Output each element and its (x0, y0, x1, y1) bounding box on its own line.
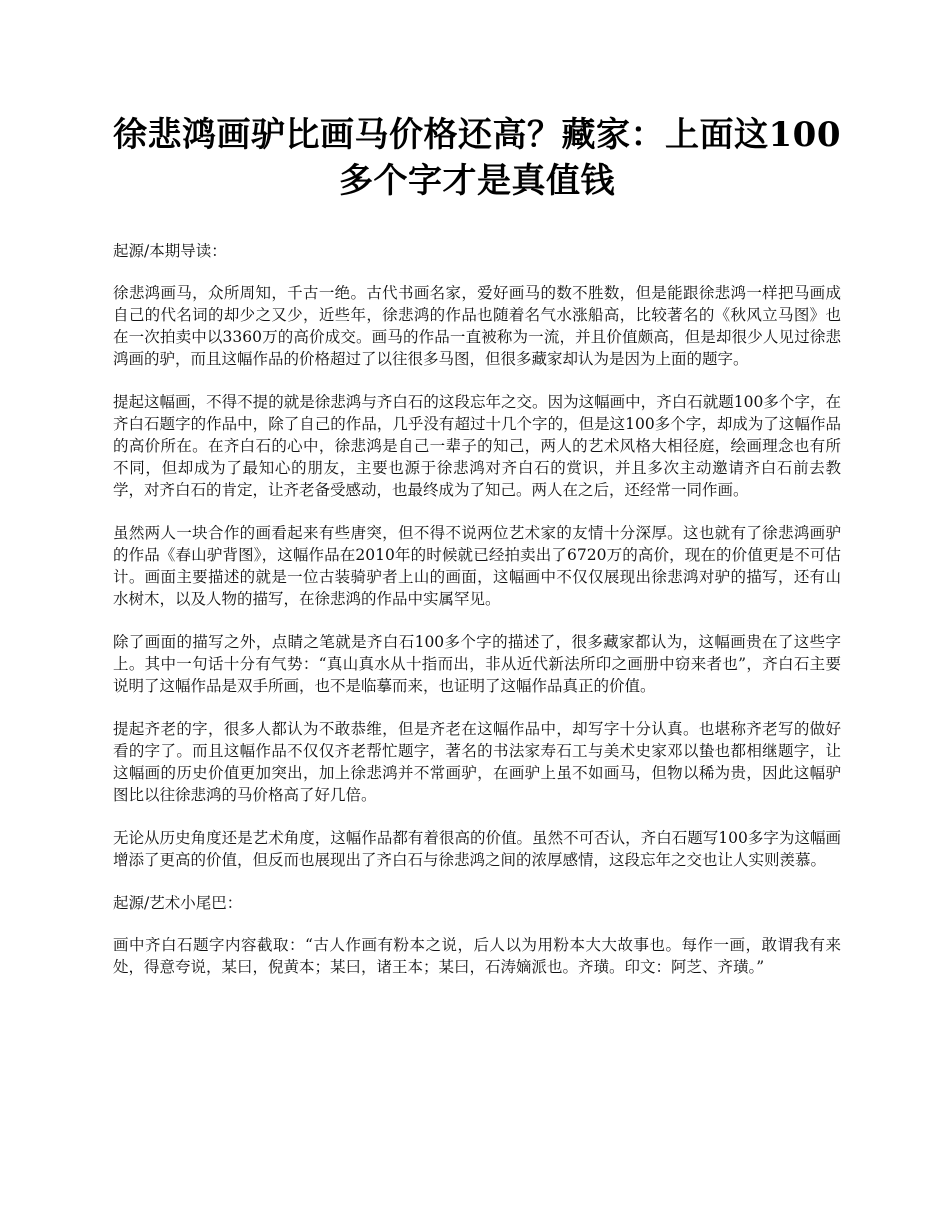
paragraph: 提起这幅画，不得不提的就是徐悲鸿与齐白石的这段忘年之交。因为这幅画中，齐白石就题100多个字，在齐白石题字的作品中，除了自己的作品，几乎没有超过十几个字的，但是这100多个字，却成为了这幅作品的高价所在。在齐白石的心中，徐悲鸿是自己一辈子的知己，两人的艺术风格大相径庭，绘画理念也有所不同，但却成为了最知心的朋友，主要也源于徐悲鸿对齐白石的赏识，并且多次主动邀请齐白石前去教学，对齐白石的肯定，让齐老备受感动，也最终成为了知己。两人在之后，还经常一同作画。 (113, 393, 841, 499)
article (113, 112, 841, 999)
closing-paragraph: 画中齐白石题字内容截取：“古人作画有粉本之说，后人以为用粉本大大故事也。每作一画，敢谓我有来处，得意夸说，某曰，倪黄本；某曰，诸王本；某曰，石涛嫡派也。齐璜。印文：阿芝、齐璜。” (113, 936, 841, 976)
paragraph: 除了画面的描写之外，点睛之笔就是齐白石100多个字的描述了，很多藏家都认为，这幅画贵在了这些字上。其中一句话十分有气势：“真山真水从十指而出，非从近代新法所印之画册中窃来者也”，齐白石主要说明了这幅作品是双手所画，也不是临摹而来，也证明了这幅作品真正的价值。 (113, 633, 841, 695)
paragraph: 徐悲鸿画马，众所周知，千古一绝。古代书画名家，爱好画马的数不胜数，但是能跟徐悲鸿一样把马画成自己的代名词的却少之又少，近些年，徐悲鸿的作品也随着名气水涨船高，比较著名的《秋风立马图》也在一次拍卖中以3360万的高价成交。画马的作品一直被称为一流，并且价值颇高，但是却很少人见过徐悲鸿画的驴，而且这幅作品的价格超过了以往很多马图，但很多藏家却认为是因为上面的题字。 (113, 284, 841, 368)
source-label: 起源/艺术小尾巴： (113, 894, 243, 912)
intro-label: 起源/本期导读： (113, 242, 227, 260)
article-title: 徐悲鸿画驴比画马价格还高？藏家：上面这100多个字才是真值钱 (113, 115, 841, 201)
paragraph: 无论从历史角度还是艺术角度，这幅作品都有着很高的价值。虽然不可否认，齐白石题写100多字为这幅画增添了更高的价值，但反而也展现出了齐白石与徐悲鸿之间的浓厚感情，这段忘年之交也让人实则羡慕。 (113, 829, 841, 869)
paragraph: 提起齐老的字，很多人都认为不敢恭维，但是齐老在这幅作品中，却写字十分认真。也堪称齐老写的做好看的字了。而且这幅作品不仅仅齐老帮忙题字，著名的书法家寿石工与美术史家邓以蛰也都相继题字，让这幅画的历史价值更加突出，加上徐悲鸿并不常画驴，在画驴上虽不如画马，但物以稀为贵，因此这幅驴图比以往徐悲鸿的马价格高了好几倍。 (113, 720, 841, 804)
paragraph: 虽然两人一块合作的画看起来有些唐突，但不得不说两位艺术家的友情十分深厚。这也就有了徐悲鸿画驴的作品《春山驴背图》，这幅作品在2010年的时候就已经拍卖出了6720万的高价，现在的价值更是不可估计。画面主要描述的就是一位古装骑驴者上山的画面，这幅画中不仅仅展现出徐悲鸿对驴的描写，还有山水树木，以及人物的描写，在徐悲鸿的作品中实属罕见。 (113, 524, 841, 608)
